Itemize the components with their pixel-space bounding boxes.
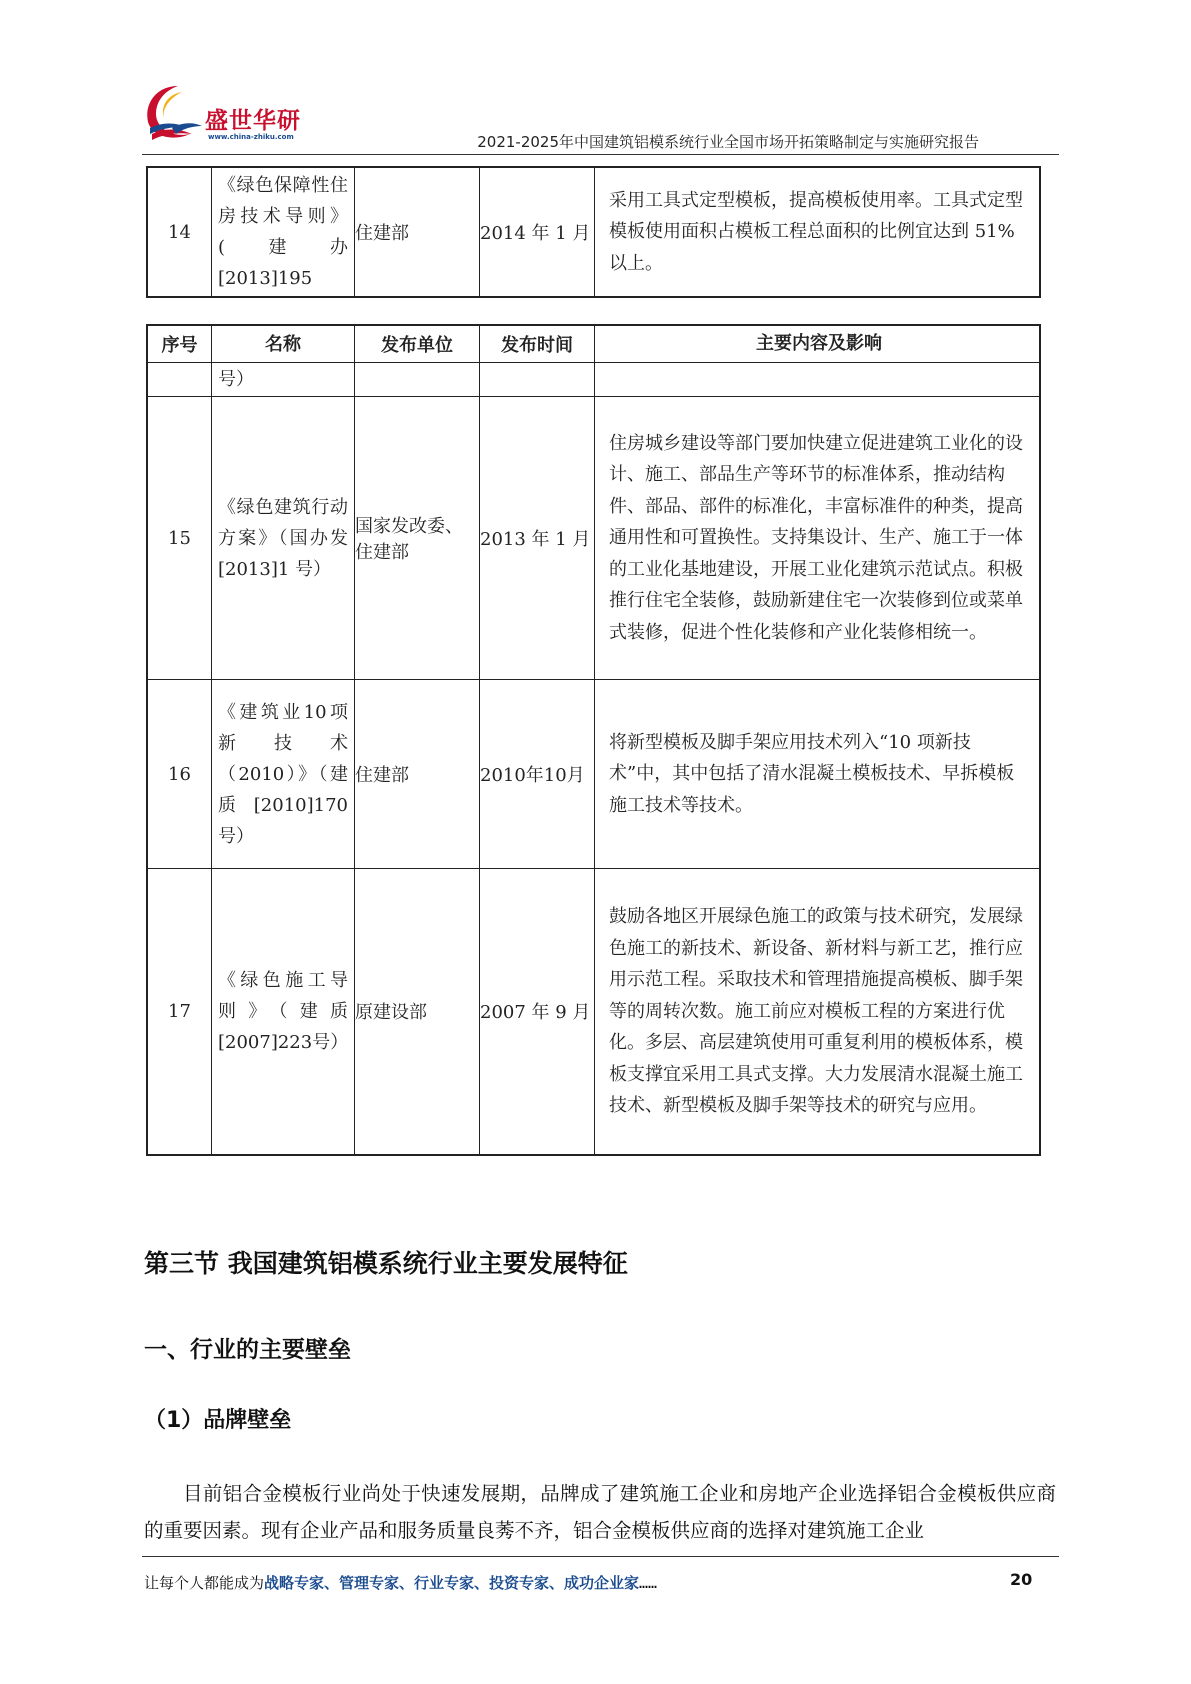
table-row [147,167,1040,297]
table-row-continuation [147,363,1040,397]
header-content: 主要内容及影响 [595,325,1041,363]
cell-name: 《绿色施工导则》（建质[2007]223号） [212,869,355,1155]
policy-table [146,324,1041,1156]
header-name: 名称 [212,325,355,363]
cell-no: 14 [147,167,212,297]
header-divider [142,154,1059,155]
logo-name: 盛世华研 [205,108,301,134]
cell-org: 住建部 [355,167,480,297]
slogan-prefix: 让每个人都能成为 [144,1574,265,1592]
subsection-heading: 一、行业的主要壁垒 [144,1337,351,1363]
cell-org: 国家发改委、住建部 [355,397,480,680]
company-logo [142,82,322,152]
slogan-suffix: …… [639,1574,658,1592]
header-date: 发布时间 [480,325,595,363]
table-row [147,397,1040,680]
logo-url: www.china-zhiku.com [208,133,294,141]
header-no: 序号 [147,325,212,363]
policy-table-top [146,166,1041,298]
cell-date: 2013 年 1 月 [480,397,595,680]
page-number: 20 [1010,1570,1033,1589]
header-org: 发布单位 [355,325,480,363]
document-title: 2021-2025年中国建筑铝模系统行业全国市场开拓策略制定与实施研究报告 [477,133,979,151]
footer-slogan [144,1572,657,1593]
cell-date: 2007 年 9 月 [480,869,595,1155]
cell-date: 2014 年 1 月 [480,167,595,297]
section-heading: 第三节 我国建筑铝模系统行业主要发展特征 [144,1249,628,1278]
body-paragraph: 目前铝合金模板行业尚处于快速发展期，品牌成了建筑施工企业和房地产企业选择铝合金模板供应商的重要因素。现有企业产品和服务质量良莠不齐，铝合金模板供应商的选择对建筑施工企业 [144,1482,1056,1542]
subsubsection-heading: （1）品牌壁垒 [144,1408,292,1433]
cell-no: 15 [147,397,212,680]
cell-org: 住建部 [355,680,480,869]
cell-name: 号） [212,363,355,397]
table-row [147,869,1040,1155]
cell-date: 2010年10月 [480,680,595,869]
cell-no: 17 [147,869,212,1155]
logo-emblem-icon [142,82,212,142]
cell-org: 原建设部 [355,869,480,1155]
table-header-row [147,325,1040,363]
cell-name: 《建筑业10项新技术（2010）》（建质[2010]170号） [212,680,355,869]
table-row [147,680,1040,869]
cell-content: 住房城乡建设等部门要加快建立促进建筑工业化的设计、施工、部品生产等环节的标准体系，推动结构件、部品、部件的标准化，丰富标准件的种类，提高通用性和可置换性。支持集设计、生产、施工于一体的工业化基地建设，开展工业化建筑示范试点。积极推行住宅全装修，鼓励新建住宅一次装修到位或菜单式装修，促进个性化装修和产业化装修相统一。 [595,397,1041,680]
footer-divider [142,1556,1059,1557]
cell-name: 《绿色保障性住房技术导则》(建办[2013]195 [212,167,355,297]
cell-content: 采用工具式定型模板，提高模板使用率。工具式定型模板使用面积占模板工程总面积的比例宜达到 51%以上。 [595,167,1041,297]
slogan-highlight: 战略专家、管理专家、行业专家、投资专家、成功企业家 [264,1574,640,1592]
cell-no: 16 [147,680,212,869]
cell-name: 《绿色建筑行动方案》（国办发[2013]1 号） [212,397,355,680]
cell-content: 鼓励各地区开展绿色施工的政策与技术研究，发展绿色施工的新技术、新设备、新材料与新工艺，推行应用示范工程。采取技术和管理措施提高模板、脚手架等的周转次数。施工前应对模板工程的方案进行优化。多层、高层建筑使用可重复利用的模板体系，模板支撑宜采用工具式支撑。大力发展清水混凝土施工技术、新型模板及脚手架等技术的研究与应用。 [595,869,1041,1155]
cell-content: 将新型模板及脚手架应用技术列入“10 项新技术”中，其中包括了清水混凝土模板技术、早拆模板施工技术等技术。 [595,680,1041,869]
